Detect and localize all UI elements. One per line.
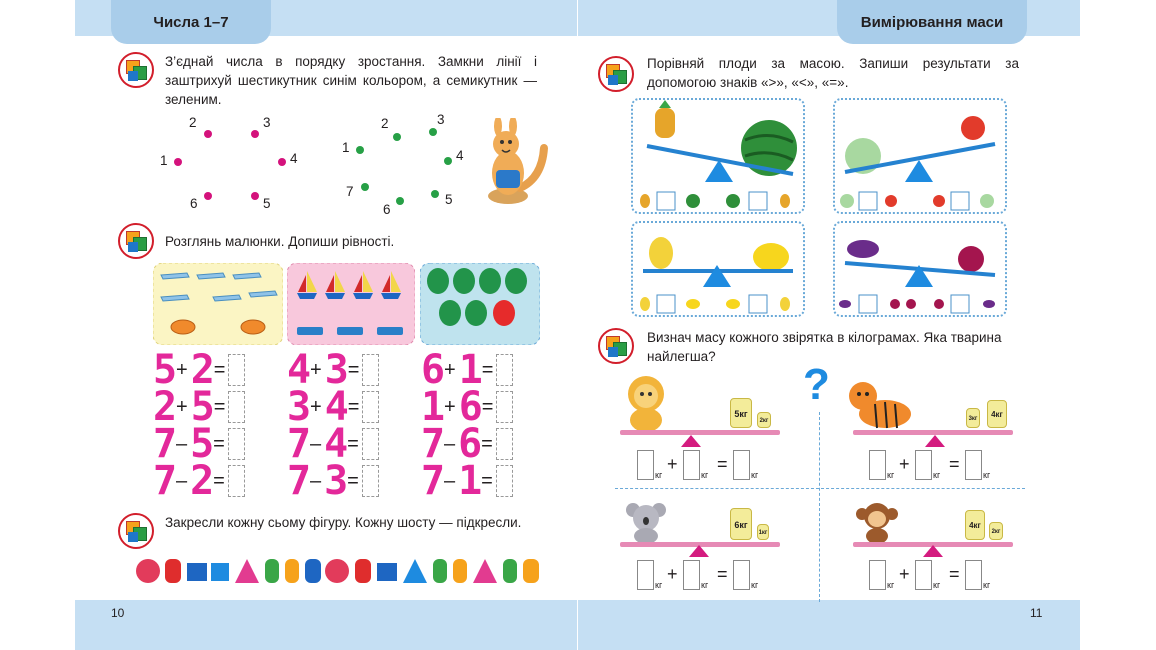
scale-fulcrum-icon (925, 435, 945, 447)
equation-digit: 7 (153, 458, 178, 504)
task3-text: Закресли кожну сьому фігуру. Кожну шосту — підкресли. (165, 515, 522, 530)
equation-operator: = (213, 432, 225, 455)
divider-horizontal (615, 488, 1025, 489)
equation-operator: + (444, 395, 456, 418)
boats-ships-picture (287, 263, 415, 345)
plus-sign: + (899, 564, 910, 584)
dot-label: 3 (263, 115, 271, 130)
fruit-box-cabbage-apple (833, 98, 1007, 214)
equation-digit: 6 (421, 347, 446, 393)
equation-operator: + (310, 395, 322, 418)
workbook-spread (75, 0, 1080, 650)
unit-label: кг (983, 580, 991, 590)
unit-label: кг (751, 580, 759, 590)
equation-digit: 4 (324, 384, 349, 430)
weight-icon: 2кг (989, 522, 1003, 540)
page-number-left: 10 (111, 606, 125, 620)
unit-label: кг (751, 470, 759, 480)
equation-digit: 3 (287, 384, 312, 430)
dot-label: 5 (263, 196, 271, 211)
unit-label: кг (655, 470, 663, 480)
equation-digit: 2 (190, 347, 215, 393)
equation-operator: – (176, 432, 188, 455)
answer-box[interactable] (228, 465, 245, 497)
right-task2-text: Визнач масу кожного звірятка в кілограмах. Яка тварина найлегша? (647, 330, 1002, 364)
task2-text: Розглянь малюнки. Допиши рівності. (165, 234, 395, 249)
task-icon (118, 513, 154, 549)
plus-sign: + (899, 454, 910, 474)
equation-row (421, 384, 513, 430)
dot-label: 2 (189, 115, 197, 130)
mass-input[interactable] (869, 450, 886, 480)
right-task1-text: Порівняй плоди за масою. Запиши результати за допомогою знаків «>», «<», «=». (647, 56, 1019, 90)
equation-row (421, 458, 513, 504)
left-header: Числа 1–7 (111, 0, 271, 44)
unit-label: кг (655, 580, 663, 590)
weight-icon: 6кг (730, 508, 752, 540)
equation-digit: 7 (287, 421, 312, 467)
answer-box[interactable] (228, 391, 245, 423)
monkey-icon (855, 500, 899, 544)
balloons-picture (420, 263, 540, 345)
equation-row (153, 347, 245, 393)
weight-icon: 5кг (730, 398, 752, 428)
answer-box[interactable] (496, 354, 513, 386)
page-number-right: 11 (1030, 606, 1043, 620)
dot-label: 2 (381, 116, 389, 131)
equation-operator: – (444, 432, 456, 455)
equation-operator: = (213, 358, 226, 381)
weight-icon: 3кг (966, 408, 980, 428)
equation-digit: 1 (458, 458, 483, 504)
equation-digit: 2 (190, 458, 215, 504)
task1-text: З’єднай числа в порядку зростання. Замкни лінії і заштрихуй шестикутник синім кольором, а семикутник — зеленим. (165, 54, 537, 107)
scale-fulcrum-icon (923, 545, 943, 557)
equation-digit: 6 (458, 384, 483, 430)
dot-label: 6 (190, 196, 198, 211)
answer-box[interactable] (496, 428, 513, 460)
equation-operator: = (347, 469, 359, 492)
equation-row (153, 421, 245, 467)
equation-operator: + (176, 358, 188, 381)
equation-row (287, 384, 379, 430)
dot-label: 5 (445, 192, 453, 207)
equation-digit: 1 (421, 384, 446, 430)
equation-digit: 7 (421, 458, 446, 504)
shapes-row (133, 553, 548, 589)
mass-input[interactable] (637, 450, 654, 480)
dot-label: 1 (342, 140, 350, 155)
equation-row (421, 421, 513, 467)
answer-box[interactable] (496, 465, 513, 497)
equation-operator: = (481, 395, 494, 418)
equation-operator: = (213, 395, 226, 418)
equation-operator: = (213, 469, 225, 492)
equation-digit: 2 (153, 384, 178, 430)
mass-input[interactable] (869, 560, 886, 590)
equation-operator: – (444, 469, 456, 492)
scale-illustration (633, 100, 803, 212)
equation-row (287, 458, 379, 504)
scale-illustration (633, 223, 803, 315)
unit-label: кг (933, 580, 941, 590)
scale-fulcrum-icon (689, 545, 709, 557)
equation-operator: – (176, 469, 188, 492)
unit-label: кг (701, 470, 709, 480)
divider-vertical (819, 412, 820, 602)
airplanes-helicopters-picture (153, 263, 283, 345)
equation-digit: 5 (190, 421, 215, 467)
equation-operator: = (347, 358, 360, 381)
equation-digit: 3 (324, 347, 349, 393)
question-mark: ? (803, 360, 830, 409)
task-icon (118, 52, 154, 88)
mass-input[interactable] (915, 450, 932, 480)
weight-icon: 4кг (987, 400, 1007, 428)
task-icon (118, 223, 154, 259)
left-bottom-band (75, 600, 577, 650)
unit-label: кг (933, 470, 941, 480)
equation-operator: = (481, 469, 493, 492)
plus-sign: + (667, 454, 678, 474)
answer-box[interactable] (362, 428, 379, 460)
unit-label: кг (887, 470, 895, 480)
equation-operator: + (176, 395, 188, 418)
equals-sign: = (717, 564, 728, 584)
lion-cub-icon (623, 374, 669, 432)
koala-icon (625, 500, 669, 544)
equation-digit: 5 (190, 384, 215, 430)
equation-digit: 7 (421, 421, 446, 467)
mass-input[interactable] (965, 450, 982, 480)
tiger-icon (845, 374, 915, 434)
weight-icon: 2кг (757, 412, 771, 428)
dot-label: 7 (346, 184, 354, 199)
dot-label: 1 (160, 153, 168, 168)
mass-input[interactable] (915, 560, 932, 590)
scale-illustration (835, 223, 1005, 315)
task-icon (598, 328, 634, 364)
equation-digit: 7 (153, 421, 178, 467)
equation-row (287, 421, 379, 467)
dot-label: 4 (456, 148, 464, 163)
fruit-box-eggplant-beet (833, 221, 1007, 317)
mass-input[interactable] (683, 450, 700, 480)
unit-label: кг (701, 580, 709, 590)
kangaroo-illustration (480, 118, 550, 216)
equation-operator: = (347, 395, 360, 418)
answer-box[interactable] (496, 391, 513, 423)
unit-label: кг (983, 470, 991, 480)
scale-fulcrum-icon (681, 435, 701, 447)
equation-row (421, 347, 513, 393)
fruit-box-pineapple-watermelon (631, 98, 805, 214)
dot-label: 6 (383, 202, 391, 217)
weight-icon: 1кг (757, 524, 769, 540)
equation-digit: 6 (458, 421, 483, 467)
equation-digit: 4 (287, 347, 312, 393)
equation-digit: 5 (153, 347, 178, 393)
scale-illustration (835, 100, 1005, 212)
answer-box[interactable] (362, 391, 379, 423)
answer-box[interactable] (362, 465, 379, 497)
equation-operator: = (481, 432, 493, 455)
equation-row (287, 347, 379, 393)
mass-input[interactable] (733, 450, 750, 480)
weight-icon: 4кг (965, 510, 985, 540)
equation-operator: = (347, 432, 359, 455)
equation-operator: – (310, 469, 322, 492)
equation-digit: 4 (324, 421, 349, 467)
equation-operator: + (444, 358, 456, 381)
mass-input[interactable] (683, 560, 700, 590)
equation-row (153, 384, 245, 430)
equals-sign: = (717, 454, 728, 474)
equals-sign: = (949, 454, 960, 474)
equation-digit: 1 (458, 347, 483, 393)
plus-sign: + (667, 564, 678, 584)
right-header: Вимірювання маси (837, 0, 1027, 44)
answer-box[interactable] (228, 428, 245, 460)
right-bottom-band (578, 600, 1080, 650)
equation-operator: – (310, 432, 322, 455)
fruit-box-pear-lemon (631, 221, 805, 317)
answer-box[interactable] (362, 354, 379, 386)
dot-label: 4 (290, 151, 298, 166)
mass-input[interactable] (637, 560, 654, 590)
equation-operator: + (310, 358, 322, 381)
equation-digit: 3 (324, 458, 349, 504)
mass-input[interactable] (965, 560, 982, 590)
task-icon (598, 56, 634, 92)
equals-sign: = (949, 564, 960, 584)
dot-label: 3 (437, 112, 445, 127)
equation-digit: 7 (287, 458, 312, 504)
answer-box[interactable] (228, 354, 245, 386)
mass-input[interactable] (733, 560, 750, 590)
equation-operator: = (481, 358, 494, 381)
equation-row (153, 458, 245, 504)
unit-label: кг (887, 580, 895, 590)
